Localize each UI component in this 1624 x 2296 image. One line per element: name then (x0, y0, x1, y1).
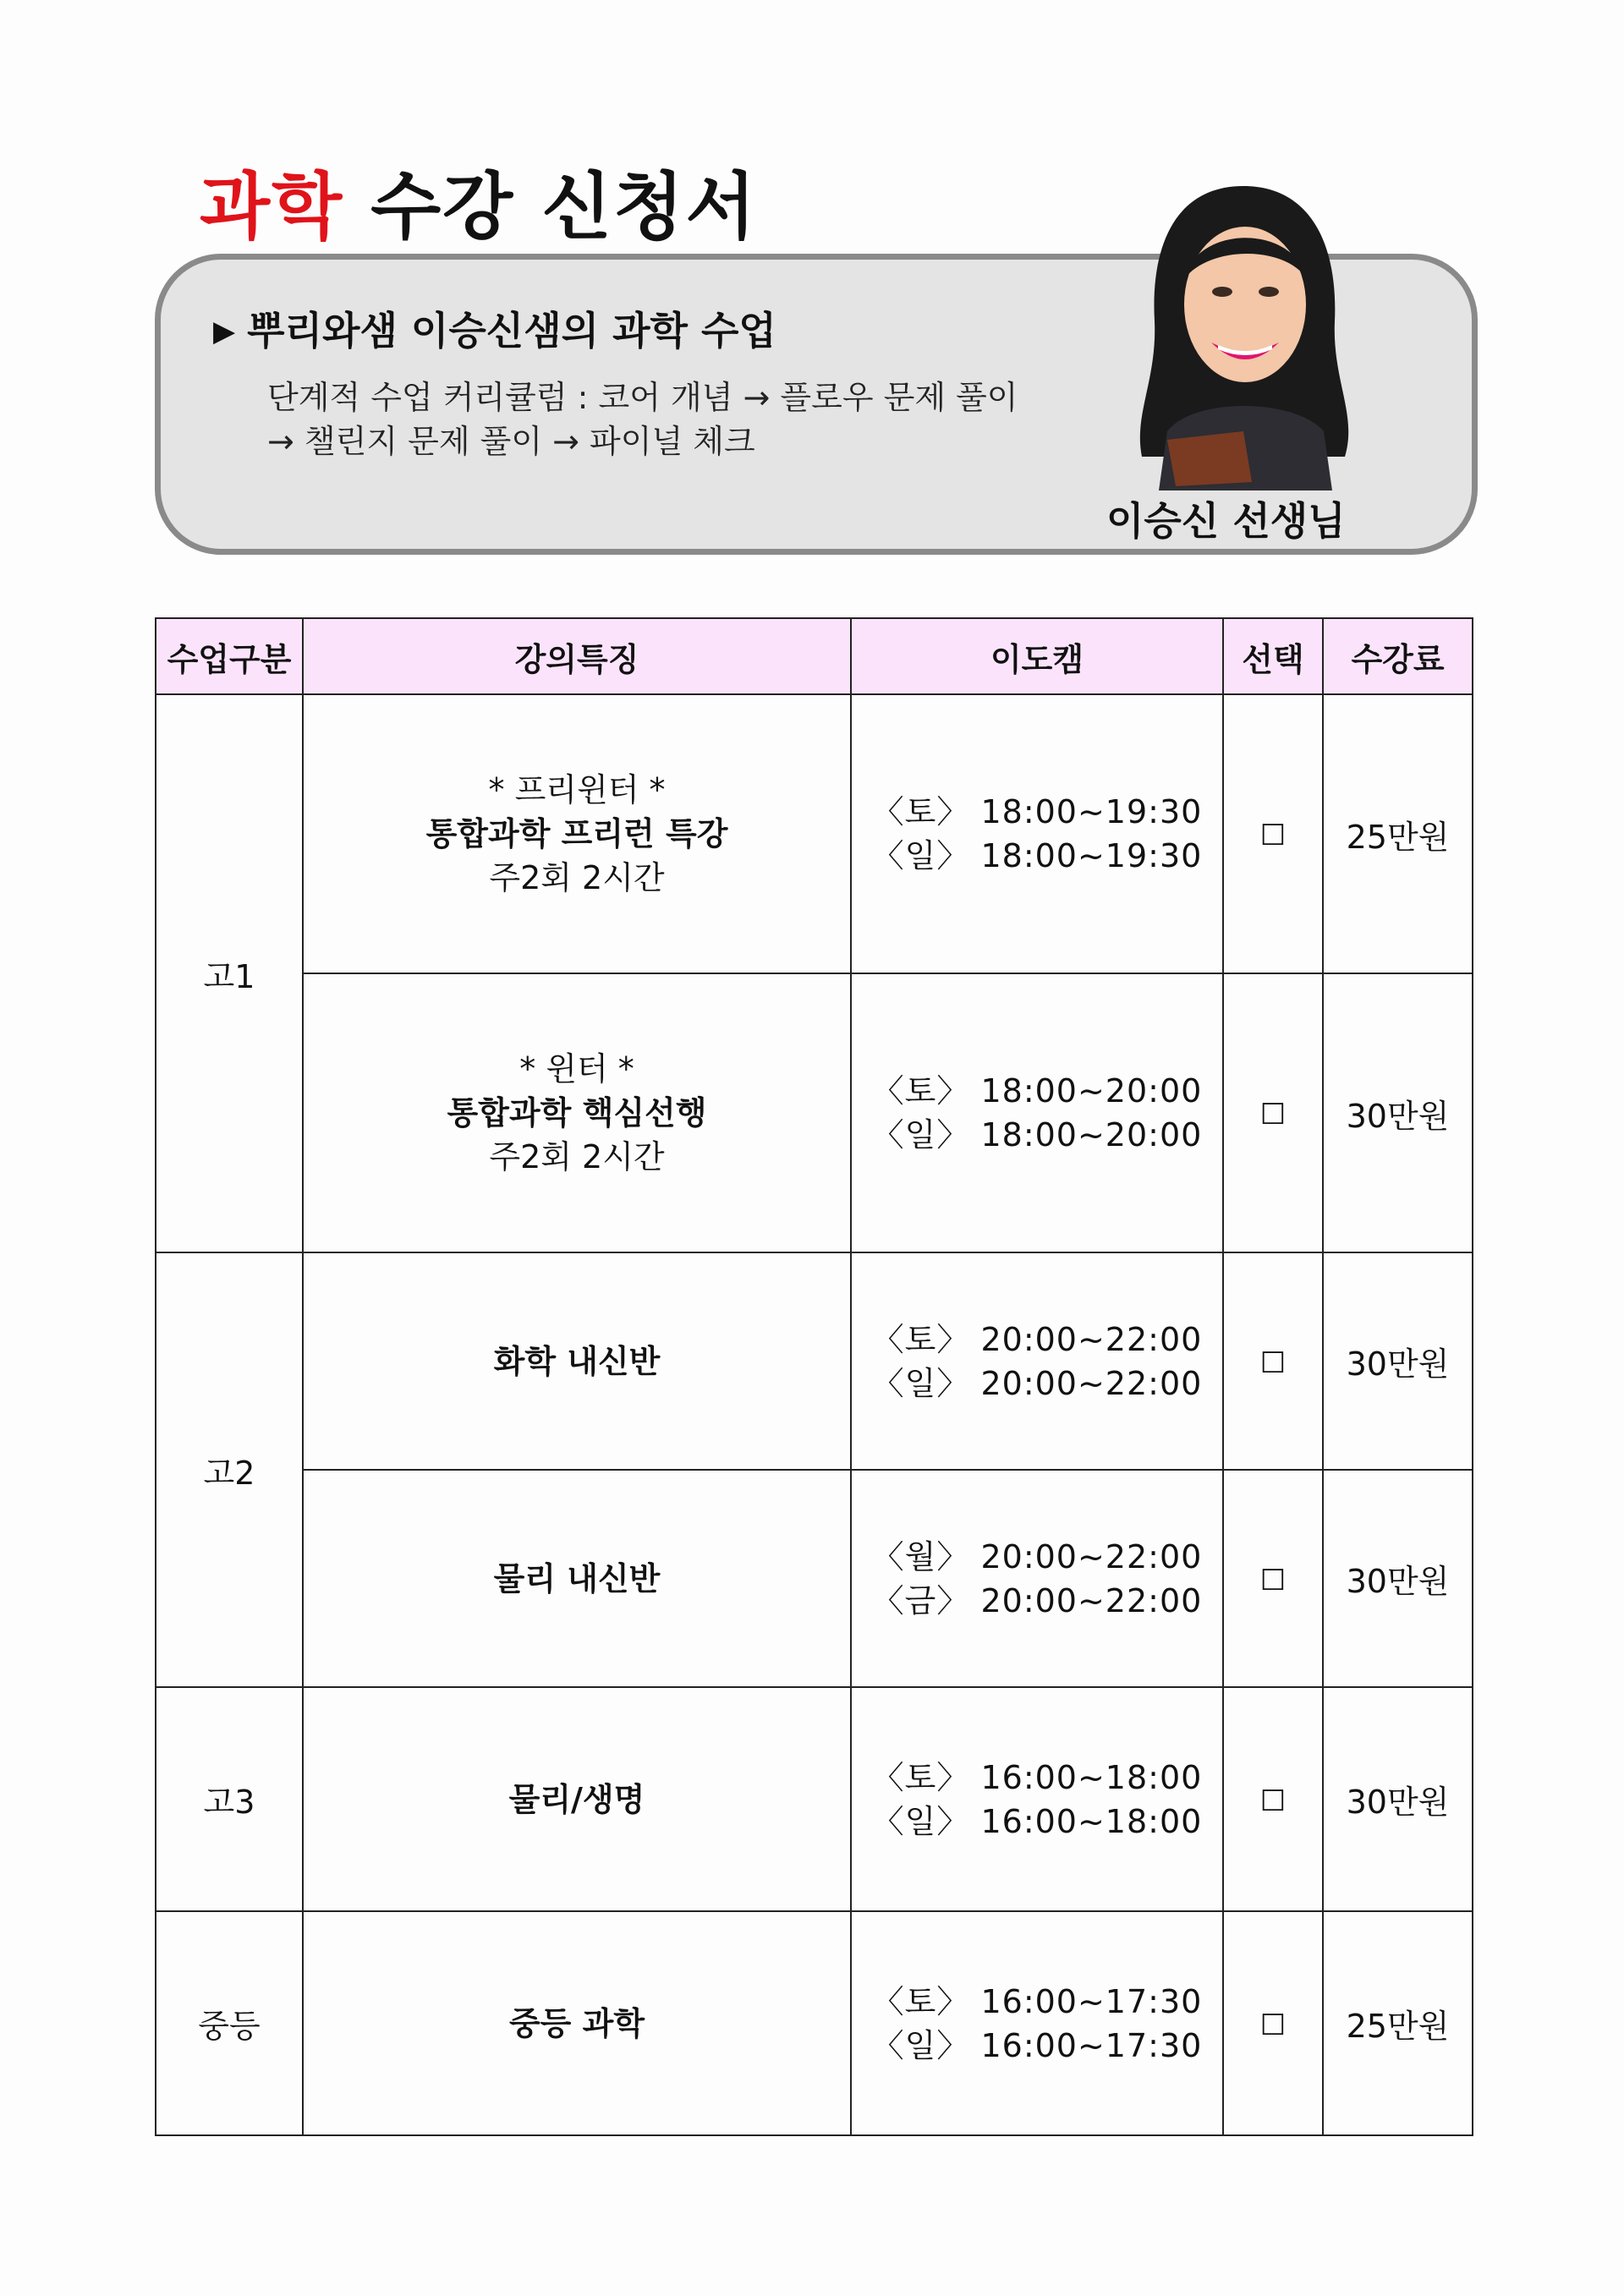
feature-cell (303, 1252, 851, 1470)
schedule-time: 〈토〉 20:00~22:00 (871, 1320, 1203, 1358)
intro-heading-text: 뿌리와샘 이승신샘의 과학 수업 (247, 308, 776, 353)
schedule-cell (851, 1252, 1223, 1470)
table-row (156, 1470, 1473, 1687)
teacher-portrait (1116, 178, 1370, 490)
schedule-time: 〈토〉 18:00~19:30 (871, 793, 1203, 830)
select-cell[interactable] (1223, 1687, 1323, 1911)
schedule-time: 〈토〉 16:00~17:30 (871, 1982, 1203, 2020)
fee-cell: 30만원 (1323, 973, 1473, 1252)
feature-cell (303, 973, 851, 1252)
triangle-right-icon: ▶ (213, 315, 236, 348)
schedule-time: 〈일〉 20:00~22:00 (871, 1364, 1203, 1402)
schedule-time: 〈일〉 18:00~19:30 (871, 837, 1203, 874)
course-table (155, 617, 1473, 2136)
schedule-time: 〈월〉 20:00~22:00 (871, 1537, 1203, 1575)
course-frequency: 주2회 2시간 (489, 859, 665, 896)
category-cell: 고3 (156, 1687, 303, 1911)
schedule-cell (851, 1911, 1223, 2135)
select-cell[interactable] (1223, 1470, 1323, 1687)
schedule-time: 〈일〉 16:00~17:30 (871, 2026, 1203, 2064)
category-cell: 중등 (156, 1911, 303, 2135)
checkbox-icon[interactable]: ☐ (1259, 1345, 1287, 1380)
checkbox-icon[interactable]: ☐ (1259, 1563, 1287, 1597)
curriculum-line-2: → 챌린지 문제 풀이 → 파이널 체크 (267, 423, 755, 460)
feature-cell (303, 1911, 851, 2135)
schedule-cell (851, 973, 1223, 1252)
table-row (156, 1687, 1473, 1911)
course-name: 통합과학 프리런 특강 (425, 815, 728, 852)
header-feature: 강의특징 (303, 618, 851, 694)
schedule-cell (851, 1470, 1223, 1687)
fee-cell: 25만원 (1323, 694, 1473, 973)
select-cell[interactable] (1223, 973, 1323, 1252)
category-cell: 고2 (156, 1252, 303, 1687)
feature-cell (303, 694, 851, 973)
table-row (156, 1252, 1473, 1470)
course-tag: * 윈터 * (519, 1050, 634, 1088)
schedule-cell (851, 694, 1223, 973)
schedule-time: 〈일〉 16:00~18:00 (871, 1802, 1203, 1840)
course-name: 물리/생명 (508, 1780, 645, 1818)
feature-cell (303, 1470, 851, 1687)
schedule-time: 〈토〉 18:00~20:00 (871, 1072, 1203, 1110)
fee-cell: 25만원 (1323, 1911, 1473, 2135)
header-select: 선택 (1223, 618, 1323, 694)
checkbox-icon[interactable]: ☐ (1259, 1098, 1287, 1132)
feature-cell (303, 1687, 851, 1911)
header-fee: 수강료 (1323, 618, 1473, 694)
checkbox-icon[interactable]: ☐ (1259, 819, 1287, 852)
fee-cell: 30만원 (1323, 1470, 1473, 1687)
teacher-name: 이승신 선생님 (1106, 498, 1346, 544)
title-accent: 과학 (200, 165, 344, 249)
table-header-row (156, 618, 1473, 694)
category-cell: 고1 (156, 694, 303, 1252)
checkbox-icon[interactable]: ☐ (1259, 2008, 1287, 2042)
course-name: 통합과학 핵심선행 (447, 1094, 707, 1132)
fee-cell: 30만원 (1323, 1252, 1473, 1470)
page-title (200, 148, 757, 253)
table-row (156, 973, 1473, 1252)
header-schedule: 이도캠 (851, 618, 1223, 694)
schedule-time: 〈금〉 20:00~22:00 (871, 1581, 1203, 1619)
intro-heading (213, 300, 776, 356)
schedule-time: 〈일〉 18:00~20:00 (871, 1116, 1203, 1153)
select-cell[interactable] (1223, 1252, 1323, 1470)
course-name: 중등 과학 (508, 2004, 645, 2042)
select-cell[interactable] (1223, 694, 1323, 973)
course-frequency: 주2회 2시간 (489, 1138, 665, 1175)
title-rest: 수강 신청서 (343, 165, 758, 249)
curriculum-line-1: 단계적 수업 커리큘럼 : 코어 개념 → 플로우 문제 풀이 (267, 379, 1018, 416)
course-tag: * 프리윈터 * (488, 771, 666, 808)
course-name: 화학 내신반 (493, 1342, 661, 1380)
course-name: 물리 내신반 (493, 1559, 661, 1597)
table-row (156, 1911, 1473, 2135)
schedule-time: 〈토〉 16:00~18:00 (871, 1758, 1203, 1796)
schedule-cell (851, 1687, 1223, 1911)
checkbox-icon[interactable]: ☐ (1259, 1784, 1287, 1818)
table-row (156, 694, 1473, 973)
fee-cell: 30만원 (1323, 1687, 1473, 1911)
select-cell[interactable] (1223, 1911, 1323, 2135)
header-category: 수업구분 (156, 618, 303, 694)
